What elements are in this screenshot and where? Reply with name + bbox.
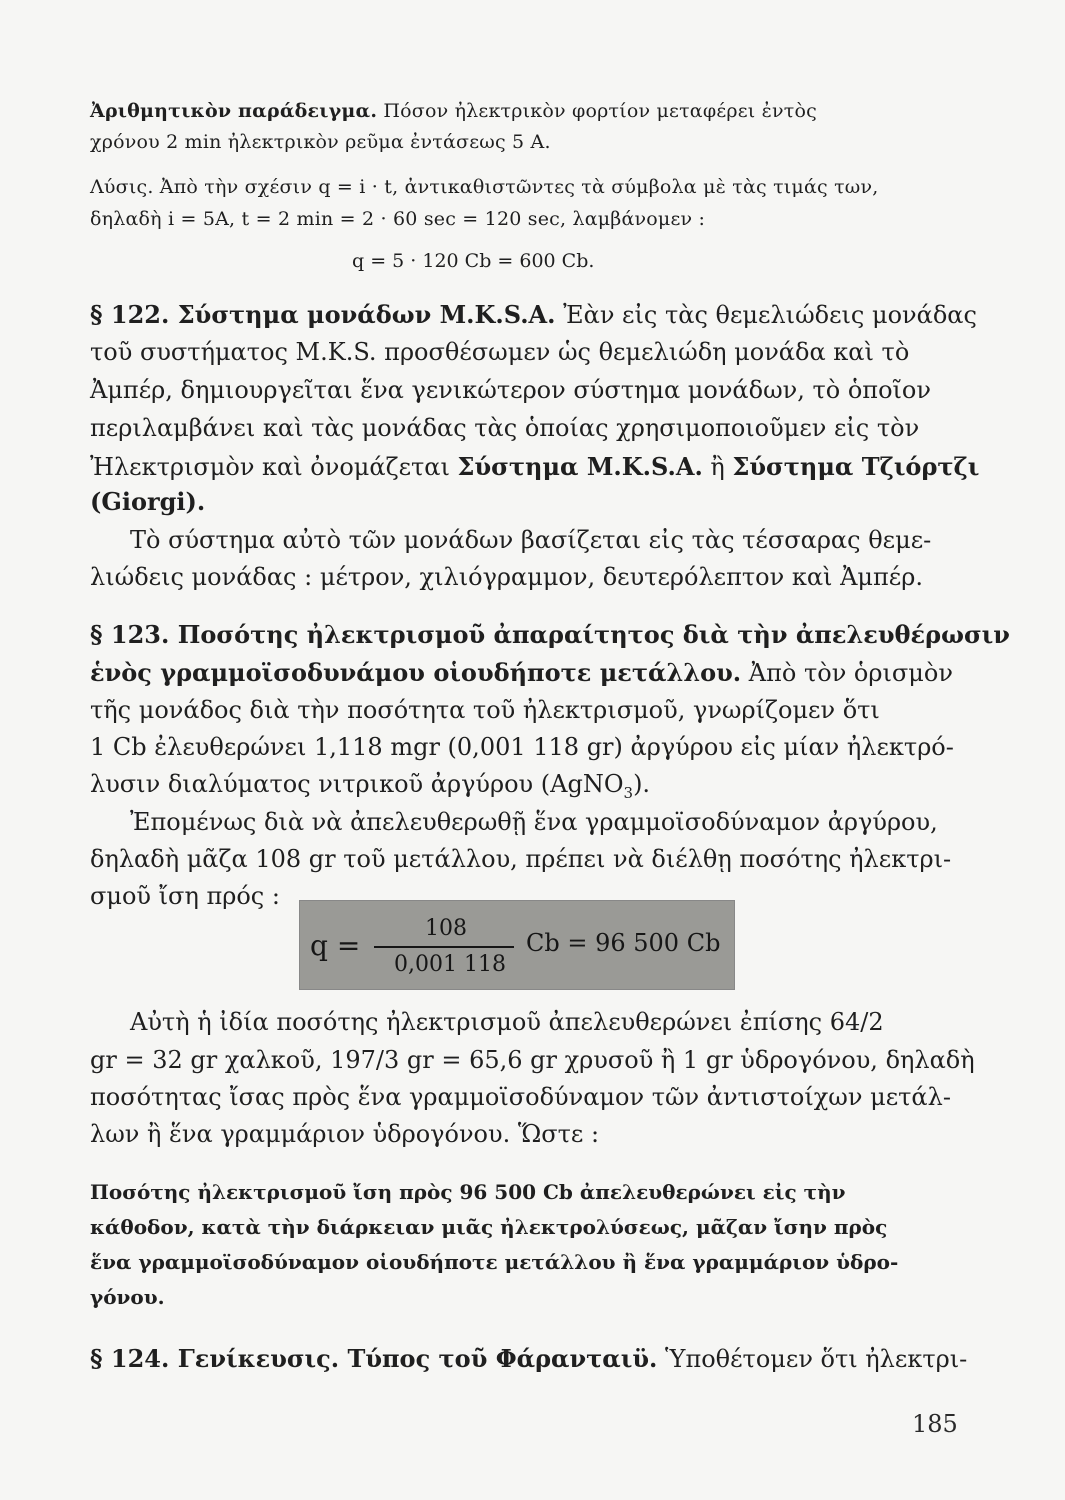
solution-line-2: δηλαδὴ i = 5A, t = 2 min = 2 · 60 sec = 120 sec, λαμβάνομεν : — [90, 208, 706, 230]
s122-line-5: Ἠλεκτρισμὸν καὶ ὀνομάζεται Σύστημα M.K.S.A. ἢ Σύστημα Τζιόρτζι — [90, 452, 980, 481]
example-equation: q = 5 · 120 Cb = 600 Cb. — [352, 250, 595, 272]
s123-p3-line-4: λων ἢ ἕνα γραμμάριον ὑδρογόνου. Ὥστε : — [90, 1120, 600, 1148]
s123-line-1: ἑνὸς γραμμοϊσοδυνάμου οἱουδήποτε μετάλλου. Ἀπὸ τὸν ὁρισμὸν — [90, 658, 953, 687]
s123-heading-line-1: § 123. Ποσότης ἠλεκτρισμοῦ ἀπαραίτητος διὰ τὴν ἀπελευθέρωσιν — [90, 620, 1010, 649]
s122-line-1: § 122. Σύστημα μονάδων M.K.S.A. Ἐὰν εἰς τὰς θεμελιώδεις μονάδας — [90, 300, 977, 329]
rule-line-3: ἕνα γραμμοϊσοδύναμον οἱουδήποτε μετάλλου ἢ ἕνα γραμμάριον ὑδρο- — [90, 1250, 899, 1274]
example-line-1: Ἀριθμητικὸν παράδειγμα. Πόσον ἠλεκτρικὸν φορτίον μεταφέρει ἐντὸς — [90, 100, 818, 122]
s123-line-4: λυσιν διαλύματος νιτρικοῦ ἀργύρου (AgNO$_3$). — [90, 770, 651, 802]
s123-p3-line-1: Αὐτὴ ἡ ἰδία ποσότης ἠλεκτρισμοῦ ἀπελευθερώνει ἐπίσης 64/2 — [130, 1008, 884, 1036]
s123-p2-line-2: δηλαδὴ μᾶζα 108 gr τοῦ μετάλλου, πρέπει νὰ διέλθῃ ποσότης ἠλεκτρι- — [90, 845, 952, 873]
s122-line-6: (Giorgi). — [90, 487, 206, 516]
rule-line-1: Ποσότης ἠλεκτρισμοῦ ἴση πρὸς 96 500 Cb ἀπελευθερώνει εἰς τὴν — [90, 1180, 846, 1204]
s122-line-2: τοῦ συστήματος M.K.S. προσθέσωμεν ὡς θεμελιώδη μονάδα καὶ τὸ — [90, 338, 910, 366]
s123-p3-line-3: ποσότητας ἴσας πρὸς ἕνα γραμμοϊσοδύναμον τῶν ἀντιστοίχων μετάλ- — [90, 1083, 951, 1111]
formula-denominator: 0,001 118 — [394, 952, 506, 977]
formula-rhs: Cb = 96 500 Cb — [526, 929, 721, 957]
s123-heading-line-2: ἑνὸς γραμμοϊσοδυνάμου οἱουδήποτε μετάλλου. — [90, 658, 742, 687]
s123-line-3: 1 Cb ἐλευθερώνει 1,118 mgr (0,001 118 gr) ἀργύρου εἰς μίαν ἠλεκτρό- — [90, 733, 954, 761]
s122-heading: § 122. Σύστημα μονάδων M.K.S.A. — [90, 300, 556, 329]
page-number: 185 — [912, 1410, 958, 1438]
rule-line-2: κάθοδον, κατὰ τὴν διάρκειαν μιᾶς ἠλεκτρολύσεως, μᾶζαν ἴσην πρὸς — [90, 1215, 888, 1239]
s124-heading: § 124. Γενίκευσις. — [90, 1344, 340, 1373]
formula-box — [299, 900, 735, 990]
s122-line-3: Ἀμπέρ, δημιουργεῖται ἕνα γενικώτερον σύστημα μονάδων, τὸ ὁποῖον — [90, 376, 931, 404]
s122-p2-line-2: λιώδεις μονάδας : μέτρον, χιλιόγραμμον, δευτερόλεπτον καὶ Ἀμπέρ. — [90, 563, 923, 591]
s123-p2-line-1: Ἐπομένως διὰ νὰ ἀπελευθερωθῇ ἕνα γραμμοϊσοδύναμον ἀργύρου, — [130, 808, 938, 836]
example-line-2: χρόνου 2 min ἠλεκτρικὸν ρεῦμα ἐντάσεως 5 A. — [90, 131, 551, 153]
formula-numerator: 108 — [425, 916, 467, 941]
fraction-bar — [374, 946, 514, 948]
s123-p2-line-3: σμοῦ ἴση πρός : — [90, 882, 280, 910]
s123-p3-line-2: gr = 32 gr χαλκοῦ, 197/3 gr = 65,6 gr χρυσοῦ ἢ 1 gr ὑδρογόνου, δηλαδὴ — [90, 1046, 975, 1074]
solution-line-1: Λύσις. Ἀπὸ τὴν σχέσιν q = i · t, ἀντικαθιστῶντες τὰ σύμβολα μὲ τὰς τιμάς των, — [90, 176, 879, 198]
rule-line-4: γόνου. — [90, 1285, 165, 1309]
s122-p2-line-1: Τὸ σύστημα αὐτὸ τῶν μονάδων βασίζεται εἰς τὰς τέσσαρας θεμε- — [130, 526, 932, 554]
s123-line-2: τῆς μονάδος διὰ τὴν ποσότητα τοῦ ἠλεκτρισμοῦ, γνωρίζομεν ὅτι — [90, 696, 880, 724]
s122-line-4: περιλαμβάνει καὶ τὰς μονάδας τὰς ὁποίας χρησιμοποιοῦμεν εἰς τὸν — [90, 414, 920, 442]
s124-line-1: § 124. Γενίκευσις. Τύπος τοῦ Φάρανταιϋ. Ὑποθέτομεν ὅτι ἠλεκτρι- — [90, 1344, 968, 1373]
example-label: Ἀριθμητικὸν παράδειγμα. — [90, 100, 378, 122]
formula-lhs: q = — [310, 929, 361, 962]
